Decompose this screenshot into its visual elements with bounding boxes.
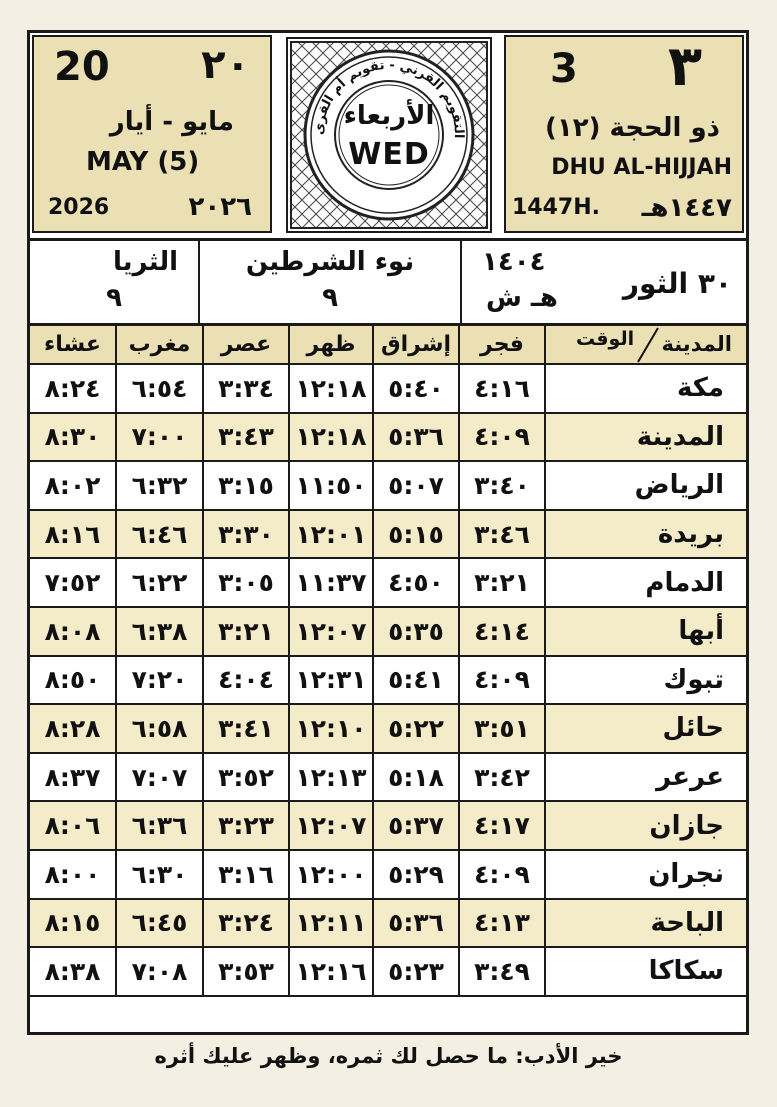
time-dhuhr: ١٢:١١ bbox=[290, 900, 374, 947]
time-maghrib: ٦:٥٤ bbox=[117, 365, 204, 412]
hijri-day-arabic: ٣ bbox=[667, 34, 702, 99]
time-dhuhr: ١١:٥٠ bbox=[290, 462, 374, 509]
time-asr: ٣:٣٠ bbox=[204, 511, 290, 558]
time-shuruq: ٥:١٨ bbox=[374, 754, 460, 801]
time-maghrib: ٦:٢٢ bbox=[117, 559, 204, 606]
time-fajr: ٤:١٣ bbox=[460, 900, 546, 947]
time-shuruq: ٥:٣٦ bbox=[374, 414, 460, 461]
time-fajr: ٤:٠٩ bbox=[460, 414, 546, 461]
time-shuruq: ٥:٢٢ bbox=[374, 705, 460, 752]
time-dhuhr: ١٢:١٠ bbox=[290, 705, 374, 752]
solar-year: ١٤٠٤ bbox=[482, 247, 546, 277]
time-asr: ٣:١٥ bbox=[204, 462, 290, 509]
header-isha: عشاء bbox=[30, 326, 117, 363]
time-maghrib: ٦:٣٢ bbox=[117, 462, 204, 509]
time-fajr: ٣:٢١ bbox=[460, 559, 546, 606]
header-maghrib: مغرب bbox=[117, 326, 204, 363]
time-fajr: ٣:٤٦ bbox=[460, 511, 546, 558]
time-isha: ٨:٣٠ bbox=[30, 414, 117, 461]
date-header bbox=[30, 33, 746, 238]
hijri-year-latin: 1447H. bbox=[512, 195, 600, 220]
table-row bbox=[30, 851, 746, 900]
time-asr: ٣:٢٤ bbox=[204, 900, 290, 947]
time-isha: ٨:٠٦ bbox=[30, 802, 117, 849]
table-row bbox=[30, 900, 746, 949]
time-fajr: ٣:٤٢ bbox=[460, 754, 546, 801]
time-dhuhr: ١٢:١٨ bbox=[290, 365, 374, 412]
time-maghrib: ٧:٠٠ bbox=[117, 414, 204, 461]
city-name: حائل bbox=[662, 713, 724, 744]
time-dhuhr: ١٢:٠٧ bbox=[290, 802, 374, 849]
proverb-text: خير الأدب: ما حصل لك ثمره، وظهر عليك أثره bbox=[154, 1044, 623, 1068]
time-asr: ٣:٣٤ bbox=[204, 365, 290, 412]
city-name: سكاكا bbox=[648, 956, 724, 987]
header-asr: عصر bbox=[204, 326, 290, 363]
table-row bbox=[30, 948, 746, 997]
table-row bbox=[30, 414, 746, 463]
time-maghrib: ٦:٤٥ bbox=[117, 900, 204, 947]
time-asr: ٣:٢٣ bbox=[204, 802, 290, 849]
nawa-count: ٩ bbox=[322, 283, 338, 313]
star-cell bbox=[30, 241, 200, 323]
time-shuruq: ٥:٤٠ bbox=[374, 365, 460, 412]
gregorian-year-arabic: ٢٠٢٦ bbox=[188, 192, 252, 222]
star-count: ٩ bbox=[106, 283, 122, 313]
time-fajr: ٤:١٦ bbox=[460, 365, 546, 412]
season-info-band bbox=[30, 238, 746, 326]
time-maghrib: ٦:٣٨ bbox=[117, 608, 204, 655]
time-asr: ٣:٢١ bbox=[204, 608, 290, 655]
time-shuruq: ٥:٣٦ bbox=[374, 900, 460, 947]
svg-text:التقويم القرني - تقويم أم القر: التقويم القرني - تقويم أم القرى bbox=[311, 57, 467, 139]
time-isha: ٨:٠٢ bbox=[30, 462, 117, 509]
header-city-time bbox=[546, 326, 746, 363]
time-maghrib: ٦:٣٦ bbox=[117, 802, 204, 849]
city-name: جازان bbox=[649, 810, 724, 841]
time-isha: ٨:٢٨ bbox=[30, 705, 117, 752]
emblem-day-latin: WED bbox=[348, 137, 430, 172]
time-isha: ٨:١٦ bbox=[30, 511, 117, 558]
table-row bbox=[30, 365, 746, 414]
time-isha: ٨:٢٤ bbox=[30, 365, 117, 412]
solar-unit: هـ ش bbox=[486, 283, 558, 313]
time-maghrib: ٦:٣٠ bbox=[117, 851, 204, 898]
time-maghrib: ٦:٤٦ bbox=[117, 511, 204, 558]
time-dhuhr: ١٢:٣١ bbox=[290, 657, 374, 704]
time-maghrib: ٧:٠٧ bbox=[117, 754, 204, 801]
city-name: أبها bbox=[678, 616, 724, 647]
time-asr: ٣:٥٢ bbox=[204, 754, 290, 801]
time-maghrib: ٧:٠٨ bbox=[117, 948, 204, 995]
header-time: الوقت bbox=[576, 328, 635, 350]
gregorian-date-box bbox=[32, 35, 272, 233]
header-fajr: فجر bbox=[460, 326, 546, 363]
time-asr: ٣:٠٥ bbox=[204, 559, 290, 606]
time-dhuhr: ١٢:١٣ bbox=[290, 754, 374, 801]
time-asr: ٣:٤٣ bbox=[204, 414, 290, 461]
table-row bbox=[30, 462, 746, 511]
time-isha: ٨:٠٠ bbox=[30, 851, 117, 898]
gregorian-year-latin: 2026 bbox=[48, 195, 110, 220]
time-fajr: ٤:١٤ bbox=[460, 608, 546, 655]
city-name: الرياض bbox=[634, 470, 724, 501]
city-name: الدمام bbox=[645, 567, 724, 598]
time-isha: ٨:١٥ bbox=[30, 900, 117, 947]
header-dhuhr: ظهر bbox=[290, 326, 374, 363]
time-fajr: ٤:١٧ bbox=[460, 802, 546, 849]
emblem-ring-text bbox=[288, 39, 490, 231]
hijri-day-latin: 3 bbox=[550, 46, 578, 92]
city-name: عرعر bbox=[656, 762, 724, 793]
table-row bbox=[30, 802, 746, 851]
time-shuruq: ٤:٥٠ bbox=[374, 559, 460, 606]
time-shuruq: ٥:٢٩ bbox=[374, 851, 460, 898]
gregorian-month-latin: MAY (5) bbox=[86, 147, 200, 177]
time-shuruq: ٥:٤١ bbox=[374, 657, 460, 704]
table-row bbox=[30, 608, 746, 657]
time-maghrib: ٦:٥٨ bbox=[117, 705, 204, 752]
weekday-emblem bbox=[286, 37, 492, 233]
table-row bbox=[30, 754, 746, 803]
time-dhuhr: ١٢:٠٧ bbox=[290, 608, 374, 655]
nawa-name: نوء الشرطين bbox=[245, 247, 415, 277]
time-asr: ٣:٤١ bbox=[204, 705, 290, 752]
gregorian-day-arabic: ٢٠ bbox=[201, 42, 250, 88]
time-asr: ٣:١٦ bbox=[204, 851, 290, 898]
time-isha: ٨:٣٧ bbox=[30, 754, 117, 801]
table-row bbox=[30, 705, 746, 754]
city-name: بريدة bbox=[657, 519, 724, 550]
header-shuruq: إشراق bbox=[374, 326, 460, 363]
time-shuruq: ٥:٣٧ bbox=[374, 802, 460, 849]
emblem-day-arabic: الأربعاء bbox=[343, 101, 435, 131]
hijri-year-arabic: ١٤٤٧هـ bbox=[641, 193, 732, 223]
zodiac-label: ٣٠ الثور bbox=[622, 267, 732, 300]
hijri-date-box bbox=[504, 35, 744, 233]
table-row bbox=[30, 559, 746, 608]
nawa-cell bbox=[200, 241, 462, 323]
time-shuruq: ٥:٠٧ bbox=[374, 462, 460, 509]
city-name: نجران bbox=[648, 859, 724, 890]
time-dhuhr: ١٢:١٨ bbox=[290, 414, 374, 461]
star-name: الثريا bbox=[113, 247, 178, 277]
time-isha: ٨:٣٨ bbox=[30, 948, 117, 995]
time-isha: ٧:٥٢ bbox=[30, 559, 117, 606]
gregorian-month-arabic: مايو - أيار bbox=[109, 107, 234, 137]
time-dhuhr: ١٢:١٦ bbox=[290, 948, 374, 995]
time-isha: ٨:٥٠ bbox=[30, 657, 117, 704]
time-shuruq: ٥:٢٣ bbox=[374, 948, 460, 995]
prayer-times-table bbox=[30, 326, 746, 997]
city-name: تبوك bbox=[663, 664, 724, 695]
hijri-month-arabic: ذو الحجة (١٢) bbox=[544, 113, 720, 143]
gregorian-day-latin: 20 bbox=[54, 44, 110, 90]
time-shuruq: ٥:٣٥ bbox=[374, 608, 460, 655]
time-dhuhr: ١٢:٠١ bbox=[290, 511, 374, 558]
time-shuruq: ٥:١٥ bbox=[374, 511, 460, 558]
time-isha: ٨:٠٨ bbox=[30, 608, 117, 655]
table-row bbox=[30, 511, 746, 560]
time-fajr: ٣:٤٠ bbox=[460, 462, 546, 509]
time-asr: ٣:٥٣ bbox=[204, 948, 290, 995]
city-name: المدينة bbox=[636, 421, 724, 452]
calendar-page bbox=[27, 30, 749, 1035]
time-dhuhr: ١٢:٠٠ bbox=[290, 851, 374, 898]
city-name: مكة bbox=[677, 373, 724, 404]
time-fajr: ٣:٤٩ bbox=[460, 948, 546, 995]
time-fajr: ٤:٠٩ bbox=[460, 657, 546, 704]
time-fajr: ٤:٠٩ bbox=[460, 851, 546, 898]
table-body bbox=[30, 365, 746, 997]
table-header-row bbox=[30, 326, 746, 365]
time-asr: ٤:٠٤ bbox=[204, 657, 290, 704]
solar-cell bbox=[462, 241, 746, 323]
time-fajr: ٣:٥١ bbox=[460, 705, 546, 752]
city-name: الباحة bbox=[650, 907, 724, 938]
time-maghrib: ٧:٢٠ bbox=[117, 657, 204, 704]
table-row bbox=[30, 657, 746, 706]
time-dhuhr: ١١:٣٧ bbox=[290, 559, 374, 606]
hijri-month-latin: DHU AL-HIJJAH bbox=[551, 155, 732, 180]
header-city: المدينة bbox=[661, 332, 732, 356]
